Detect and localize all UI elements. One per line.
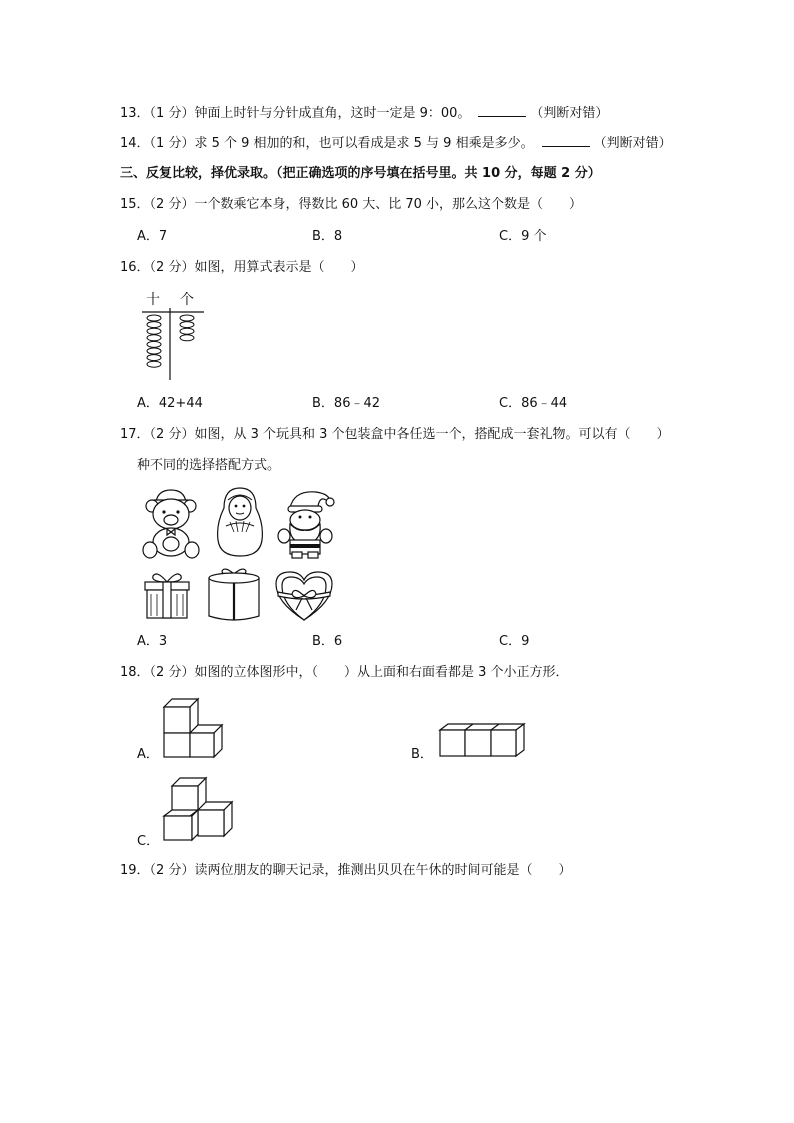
abacus-ones-bead: [180, 335, 194, 341]
abacus-ones-beads: [180, 315, 194, 341]
question-19-text: 19．（2 分）读两位朋友的聊天记录，推测出贝贝在午休的时间可能是（ ）: [120, 863, 572, 878]
abacus-ones-bead: [180, 322, 194, 328]
question-18-text: 18．（2 分）如图的立体图形中，（ ）从上面和右面看都是 3 个小正方形．: [120, 665, 569, 680]
cube-figure-a: [162, 697, 224, 759]
question-17-text: 17．（2 分）如图，从 3 个玩具和 3 个包装盒中各任选一个，搭配成一套礼物。可以有（ ）: [120, 427, 670, 442]
abacus-tens-bead: [147, 361, 161, 367]
question-14-text: 14．（1 分）求 5 个 9 相加的和，也可以看成是求 5 与 9 相乘是多少。: [120, 136, 534, 151]
matryoshka-doll-icon: [212, 484, 268, 560]
abacus-tens-bead: [147, 335, 161, 341]
question-14: [120, 134, 672, 153]
q16-option-b[interactable]: B．86﹣42: [312, 396, 381, 411]
q18-option-a-label[interactable]: A．: [137, 747, 159, 762]
round-gift-box-icon: [205, 566, 263, 624]
section-3-heading: 三、反复比较，择优录取。（把正确选项的序号填在括号里。共 10 分，每题 2 分）: [120, 166, 601, 181]
heart-gift-box-icon: [272, 568, 336, 624]
q17-option-a[interactable]: A．3: [137, 634, 168, 649]
abacus-tens-label: 十: [146, 292, 160, 308]
cube-figure-b: [438, 722, 526, 758]
teddy-bear-icon: [138, 484, 204, 560]
answer-blank-14[interactable]: [542, 134, 590, 147]
abacus-ones-bead: [180, 328, 194, 334]
santa-claus-icon: [276, 486, 338, 560]
abacus-figure: [138, 308, 208, 380]
q15-option-a[interactable]: A．7: [137, 229, 168, 244]
question-14-suffix: （判断对错）: [593, 136, 672, 151]
abacus-tens-bead: [147, 315, 161, 321]
question-15-text: 15．（2 分）一个数乘它本身，得数比 60 大、比 70 小，那么这个数是（ ）: [120, 197, 583, 212]
abacus-tens-bead: [147, 355, 161, 361]
question-16-text: 16．（2 分）如图，用算式表示是（ ）: [120, 260, 364, 275]
q17-option-b[interactable]: B．6: [312, 634, 343, 649]
abacus-ones-label: 个: [180, 292, 194, 308]
question-13: [120, 104, 608, 123]
abacus-tens-bead: [147, 322, 161, 328]
abacus-ones-bead: [180, 315, 194, 321]
cube-figure-c: [162, 776, 234, 842]
abacus-tens-bead: [147, 328, 161, 334]
q16-option-a[interactable]: A．42+44: [137, 396, 203, 411]
abacus-tens-bead: [147, 348, 161, 354]
q18-option-b-label[interactable]: B．: [411, 747, 433, 762]
question-13-suffix: （判断对错）: [530, 106, 609, 121]
question-17-text-cont: 种不同的选择搭配方式。: [137, 458, 281, 473]
answer-blank-13[interactable]: [478, 104, 526, 117]
question-13-text: 13．（1 分）钟面上时针与分针成直角，这时一定是 9：00。: [120, 106, 471, 121]
gift-box-icon: [141, 568, 193, 620]
q15-option-b[interactable]: B．8: [312, 229, 343, 244]
q18-option-c-label[interactable]: C．: [137, 834, 160, 849]
q15-option-c[interactable]: C．9 个: [499, 229, 547, 244]
q17-option-c[interactable]: C．9: [499, 634, 530, 649]
abacus-tens-beads: [147, 315, 161, 367]
q16-option-c[interactable]: C．86﹣44: [499, 396, 568, 411]
abacus-tens-bead: [147, 341, 161, 347]
